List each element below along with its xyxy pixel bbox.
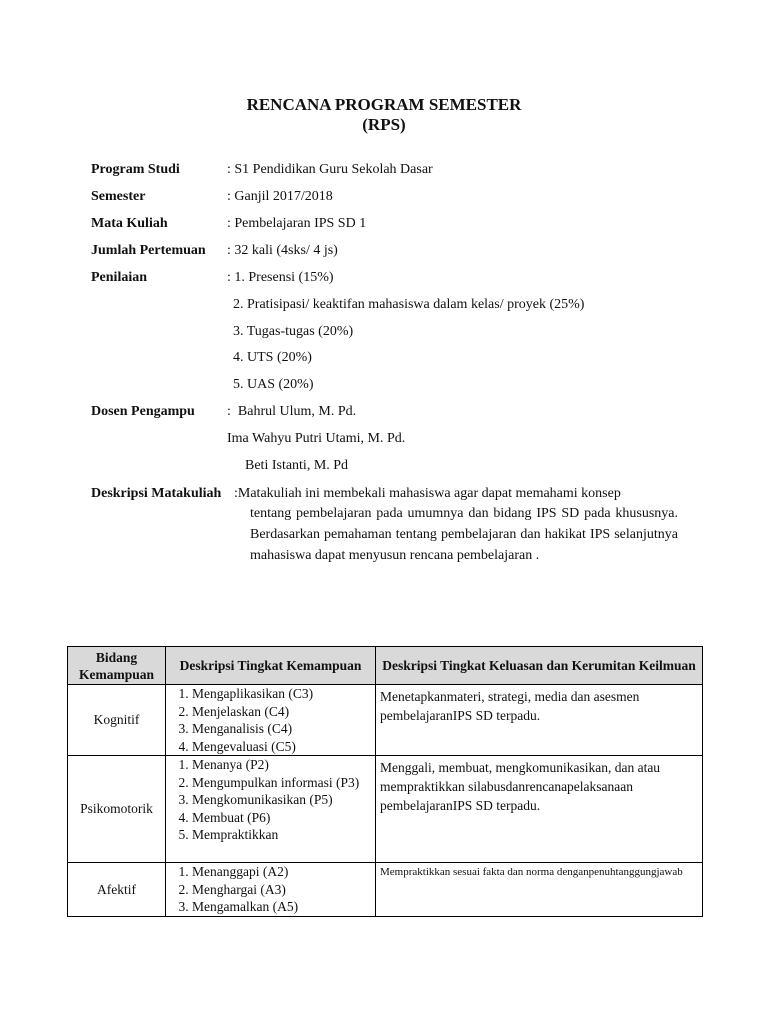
- tingkat-item: 2. Menghargai (A3): [192, 881, 375, 899]
- keluasan-text: Menggali, membuat, mengkomunikasikan, dan atau mempraktikkan silabusdanrencanapelaksanaan pembelajaranIPS SD terpadu.: [380, 760, 661, 813]
- tingkat-cell: [166, 863, 376, 917]
- tingkat-cell: [166, 756, 376, 863]
- keluasan-cell: [376, 863, 703, 917]
- dosen-name: Beti Istanti, M. Pd: [245, 458, 349, 473]
- document-title: RENCANA PROGRAM SEMESTER: [246, 95, 522, 114]
- tingkat-item: 2. Mengumpulkan informasi (P3): [192, 774, 375, 792]
- table-row: [68, 756, 703, 863]
- mata-kuliah-value: : Pembelajaran IPS SD 1: [227, 216, 367, 231]
- keluasan-cell: [376, 685, 703, 756]
- semester-value: : Ganjil 2017/2018: [227, 189, 333, 204]
- bidang-cell: Afektif: [68, 863, 166, 917]
- bidang-cell: Psikomotorik: [68, 756, 166, 863]
- tingkat-item: 2. Menjelaskan (C4): [192, 703, 375, 721]
- program-studi-value: : S1 Pendidikan Guru Sekolah Dasar: [227, 162, 433, 177]
- jumlah-pertemuan-value: : 32 kali (4sks/ 4 js): [227, 243, 338, 258]
- tingkat-cell: [166, 685, 376, 756]
- table-row: [68, 863, 703, 917]
- penilaian-item: 3. Tugas-tugas (20%): [233, 324, 354, 339]
- dosen-name: : Bahrul Ulum, M. Pd.: [227, 404, 357, 419]
- keluasan-cell: [376, 756, 703, 863]
- tingkat-item: 3. Mengamalkan (A5): [192, 898, 375, 916]
- tingkat-item: 1. Menanya (P2): [192, 756, 375, 774]
- document-subtitle: (RPS): [362, 115, 406, 134]
- header-keluasan: Deskripsi Tingkat Keluasan dan Kerumitan Keilmuan: [376, 647, 703, 685]
- kemampuan-table: [67, 646, 703, 917]
- mata-kuliah-label: Mata Kuliah: [91, 216, 168, 231]
- penilaian-item: 2. Pratisipasi/ keaktifan mahasiswa dalam kelas/ proyek (25%): [233, 297, 585, 312]
- tingkat-item: 1. Menanggapi (A2): [192, 863, 375, 881]
- bidang-cell: Kognitif: [68, 685, 166, 756]
- tingkat-item: 4. Membuat (P6): [192, 809, 375, 827]
- tingkat-item: 1. Mengaplikasikan (C3): [192, 685, 375, 703]
- tingkat-item: 3. Mengkomunikasikan (P5): [192, 791, 375, 809]
- penilaian-item: : 1. Presensi (15%): [227, 270, 334, 285]
- program-studi-label: Program Studi: [91, 162, 180, 177]
- penilaian-item: 4. UTS (20%): [233, 350, 312, 365]
- jumlah-pertemuan-label: Jumlah Pertemuan: [91, 243, 206, 258]
- table-row: [68, 685, 703, 756]
- penilaian-item: 5. UAS (20%): [233, 377, 314, 392]
- tingkat-item: 4. Mengevaluasi (C5): [192, 738, 375, 756]
- tingkat-item: 5. Mempraktikkan: [192, 826, 375, 844]
- penilaian-label: Penilaian: [91, 270, 148, 285]
- keluasan-text: Menetapkanmateri, strategi, media dan asesmen pembelajaranIPS SD terpadu.: [380, 689, 640, 723]
- semester-label: Semester: [91, 189, 146, 204]
- header-tingkat: Deskripsi Tingkat Kemampuan: [166, 647, 376, 685]
- dosen-name: Ima Wahyu Putri Utami, M. Pd.: [227, 431, 406, 446]
- dosen-pengampu-label: Dosen Pengampu: [91, 404, 195, 419]
- tingkat-item: 3. Menganalisis (C4): [192, 720, 375, 738]
- deskripsi-first-line: :Matakuliah ini membekali mahasiswa agar dapat memahami konsep: [234, 486, 621, 501]
- deskripsi-label: Deskripsi Matakuliah: [91, 486, 222, 501]
- keluasan-text: Mempraktikkan sesuai fakta dan norma denganpenuhtanggungjawab: [380, 866, 683, 878]
- deskripsi-text: tentang pembelajaran pada umumnya dan bidang IPS SD pada khususnya. Berdasarkan pemahaman tentang pembelajaran dan hakikat IPS selanjutnya mahasiswa dapat menyusun rencana pembelajaran .: [250, 506, 678, 563]
- header-bidang: Bidang Kemampuan: [68, 647, 166, 685]
